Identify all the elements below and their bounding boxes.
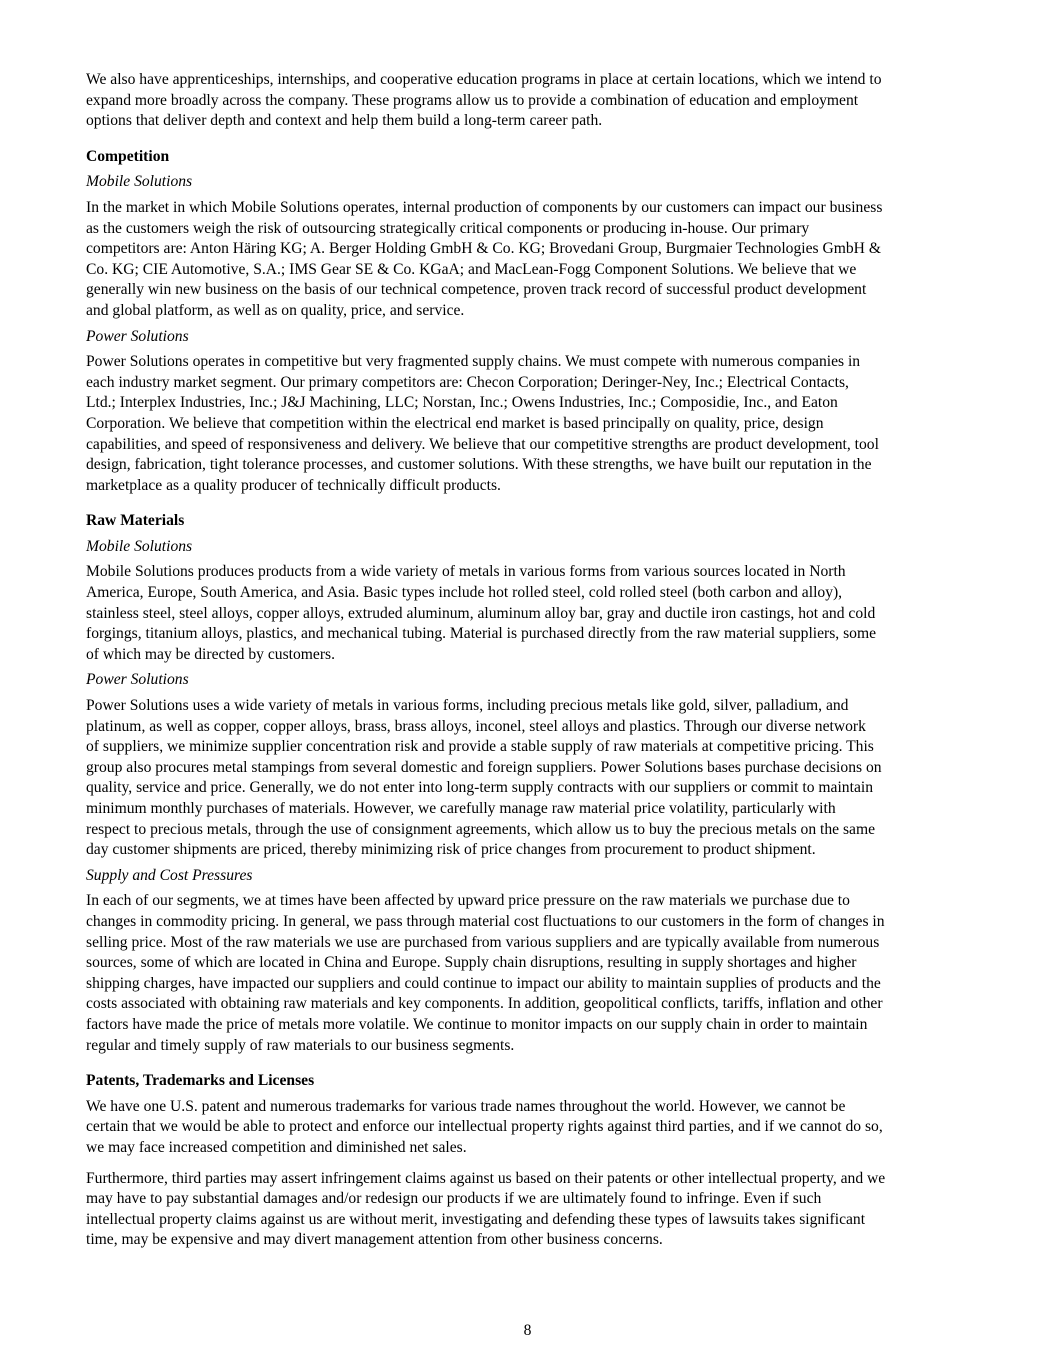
text-line: In each of our segments, we at times have been affected by upward price pressure on the raw materials we purchase due to <box>86 892 850 910</box>
paragraph <box>86 562 986 665</box>
text-line: Co. KG; CIE Automotive, S.A.; IMS Gear SE & Co. KGaA; and MacLean-Fogg Component Solutions. We believe that we <box>86 260 857 278</box>
text-line: We also have apprenticeships, internships, and cooperative education programs in place at certain locations, which we intend to <box>86 71 882 88</box>
text-line: quality, service and price. Generally, we do not enter into long-term supply contracts with our suppliers or commit to maintain <box>86 779 873 797</box>
text-line: Furthermore, third parties may assert infringement claims against us based on their patents or other intellectual property, and we <box>86 1169 886 1187</box>
text-line: each industry market segment. Our primary competitors are: Checon Corporation; Deringer-Ney, Inc.; Electrical Contacts, <box>86 373 849 391</box>
text-line: America, Europe, South America, and Asia. Basic types include hot rolled steel, cold rolled steel (both carbon and alloy), <box>86 584 843 602</box>
text-line: regular and timely supply of raw materials to our business segments. <box>86 1036 515 1054</box>
text-line: as the customers weigh the risk of outsourcing strategically critical components or producing in-house. Our primary <box>86 219 810 237</box>
section-heading: Patents, Trademarks and Licenses <box>86 1072 315 1090</box>
text-line: respect to precious metals, through the use of consignment agreements, which allow us to buy the precious metals on the same <box>86 820 876 838</box>
paragraph <box>86 891 986 1056</box>
subsection-heading: Supply and Cost Pressures <box>86 866 253 884</box>
text-line: design, fabrication, tight tolerance processes, and customer solutions. With these strengths, we have built our reputation in the <box>86 456 872 474</box>
text-line: costs associated with obtaining raw materials and key components. In addition, geopolitical conflicts, tariffs, inflation and other <box>86 995 883 1013</box>
paragraph <box>86 352 986 496</box>
text-line: In the market in which Mobile Solutions operates, internal production of components by our customers can impact our business <box>86 198 883 216</box>
paragraph <box>86 70 986 132</box>
text-line: Ltd.; Interplex Industries, Inc.; J&J Machining, LLC; Norstan, Inc.; Owens Industries, Inc.; Composidie, Inc., and Eaton <box>86 394 838 412</box>
text-line: options that deliver depth and context and help them build a long-term career path. <box>86 112 603 130</box>
text-line: Mobile Solutions produces products from a wide variety of metals in various forms from various sources located in North <box>86 563 846 581</box>
text-line: day customer shipments are priced, thereby minimizing risk of price changes from procurement to product shipment. <box>86 841 816 859</box>
text-line: of suppliers, we minimize supplier concentration risk and provide a stable supply of raw materials at competitive pricing. This <box>86 738 874 756</box>
text-line: forgings, titanium alloys, plastics, and mechanical tubing. Material is purchased directly from the raw material suppliers, some <box>86 625 877 643</box>
text-line: may have to pay substantial damages and/or redesign our products if we are ultimately found to infringe. Even if such <box>86 1190 822 1208</box>
text-line: capabilities, and speed of responsiveness and delivery. We believe that our competitive strengths are product development, tool <box>86 435 879 453</box>
text-line: shipping charges, have impacted our suppliers and could continue to impact our ability to maintain supplies of products and the <box>86 974 881 992</box>
text-line: intellectual property claims against us are without merit, investigating and defending these types of lawsuits takes significant <box>86 1210 866 1228</box>
subsection-heading: Mobile Solutions <box>86 537 193 555</box>
text-line: stainless steel, steel alloys, copper alloys, extruded aluminum, aluminum alloy bar, gray and ductile iron castings, hot and cold <box>86 604 876 622</box>
paragraph <box>86 198 986 322</box>
text-line: generally win new business on the basis of our technical competence, proven track record of successful product development <box>86 281 867 299</box>
text-line: and global platform, as well as on quality, price, and service. <box>86 301 465 319</box>
text-line: sources, some of which are located in China and Europe. Supply chain disruptions, resulting in supply shortages and higher <box>86 954 857 972</box>
subsection-heading: Power Solutions <box>86 327 189 345</box>
text-line: time, may be expensive and may divert management attention from other business concerns. <box>86 1231 663 1249</box>
paragraph <box>86 696 986 861</box>
section-heading: Competition <box>86 147 170 165</box>
text-line: we may face increased competition and diminished net sales. <box>86 1138 467 1156</box>
paragraph <box>86 1097 986 1159</box>
subsection-heading: Mobile Solutions <box>86 173 193 191</box>
text-line: group also procures metal stampings from several domestic and foreign suppliers. Power Solutions bases purchase decisions on <box>86 758 882 776</box>
paragraph <box>86 1169 986 1251</box>
text-line: changes in commodity pricing. In general, we pass through material cost fluctuations to our customers in the form of changes in <box>86 912 885 930</box>
text-line: selling price. Most of the raw materials we use are purchased from various suppliers and are typically available from numerous <box>86 933 880 951</box>
text-line: We have one U.S. patent and numerous trademarks for various trade names throughout the world. However, we cannot be <box>86 1097 846 1115</box>
text-line: factors have made the price of metals more volatile. We continue to monitor impacts on our supply chain in order to maintain <box>86 1015 868 1033</box>
text-line: minimum monthly purchases of materials. However, we carefully manage raw material price volatility, particularly with <box>86 800 836 817</box>
section-heading: Raw Materials <box>86 512 185 530</box>
text-line: marketplace as a quality producer of technically difficult products. <box>86 476 501 494</box>
text-line: competitors are: Anton Häring KG; A. Berger Holding GmbH & Co. KG; Brovedani Group, Burgmaier Technologies GmbH & <box>86 240 881 258</box>
page-number: 8 <box>523 1322 532 1339</box>
text-line: expand more broadly across the company. These programs allow us to provide a combination of education and employment <box>86 91 859 109</box>
subsection-heading: Power Solutions <box>86 671 189 689</box>
text-line: Corporation. We believe that competition within the electrical end market is based principally on quality, price, design <box>86 414 824 432</box>
text-line: Power Solutions uses a wide variety of metals in various forms, including precious metals like gold, silver, palladium, and <box>86 697 849 715</box>
text-line: Power Solutions operates in competitive but very fragmented supply chains. We must compete with numerous companies in <box>86 353 861 371</box>
text-line: certain that we would be able to protect and enforce our intellectual property rights against third parties, and if we cannot do so, <box>86 1118 883 1136</box>
text-line: platinum, as well as copper, copper alloys, brass, brass alloys, inconel, steel alloys and plastics. Through our diverse network <box>86 717 866 735</box>
text-line: of which may be directed by customers. <box>86 645 335 663</box>
document-body <box>86 70 986 1251</box>
